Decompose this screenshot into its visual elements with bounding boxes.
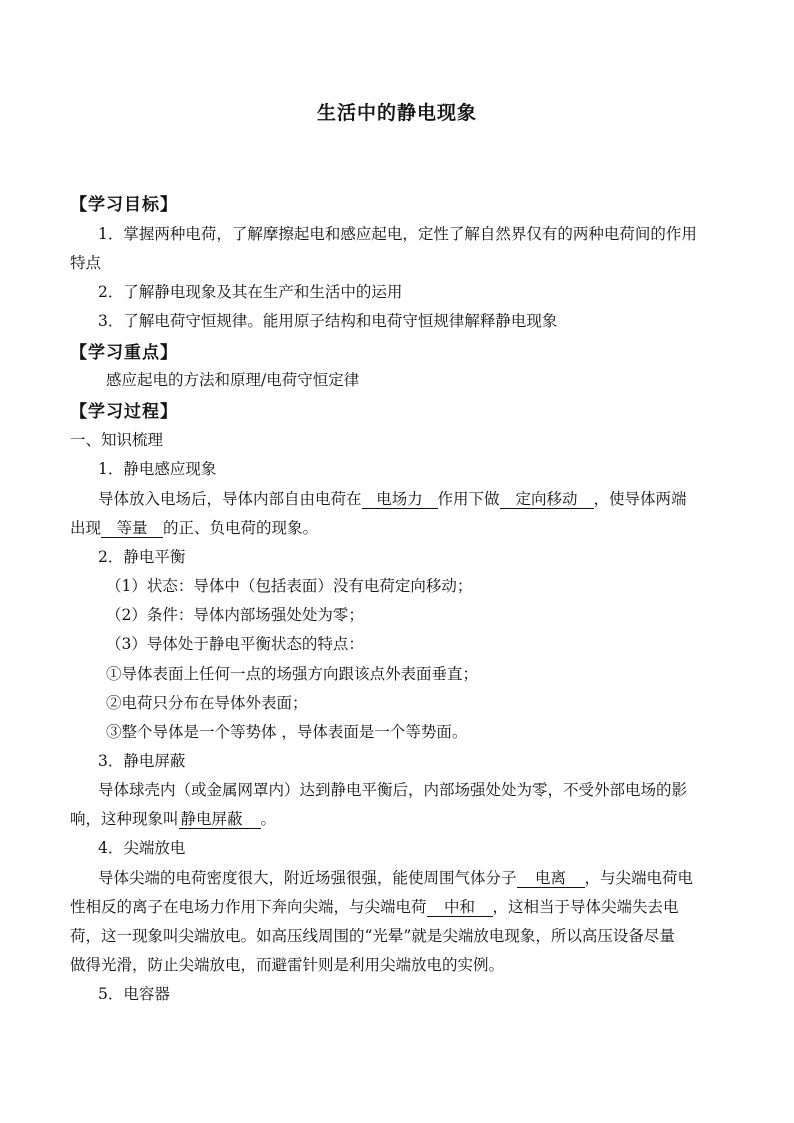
section-2-point-3: ③整个导体是一个等势体 ，导体表面是一个等势面。 bbox=[106, 723, 468, 741]
section-2-item-1: （1）状态：导体中（包括表面）没有电荷定向移动； bbox=[106, 577, 473, 595]
section-2-item-3: （3）导体处于静电平衡状态的特点： bbox=[106, 635, 364, 653]
answer-blank: 电场力 bbox=[362, 491, 438, 509]
answer-blank: 电离 bbox=[517, 870, 585, 888]
section-1-line-1 bbox=[98, 487, 687, 509]
section-3-title: 3．静电屏蔽 bbox=[98, 752, 186, 770]
section-2-point-1: ①导体表面上任何一点的场强方向跟该点外表面垂直； bbox=[106, 665, 479, 683]
text-segment: 作用下做 bbox=[437, 490, 500, 508]
section-4-line-4: 做得光滑，防止尖端放电，而避雷针则是利用尖端放电的实例。 bbox=[70, 956, 505, 974]
part-1-title: 一、知识梳理 bbox=[70, 431, 164, 449]
section-4-line-3: 荷，这一现象叫尖端放电。如高压线周围的“光晕”就是尖端放电现象，所以高压设备尽量 bbox=[70, 927, 675, 945]
process-heading: 【学习过程】 bbox=[70, 402, 178, 422]
text-segment: 导体放入电场后，导体内部自由电荷在 bbox=[98, 490, 362, 508]
answer-blank: 等量 bbox=[101, 520, 163, 538]
section-2-item-2: （2）条件：导体内部场强处处为零； bbox=[106, 606, 364, 624]
section-1-line-2 bbox=[70, 516, 318, 538]
key-points-heading: 【学习重点】 bbox=[70, 343, 178, 363]
section-4-line-1 bbox=[98, 866, 693, 888]
section-4-line-2 bbox=[70, 895, 679, 917]
goals-heading: 【学习目标】 bbox=[70, 195, 178, 215]
answer-blank: 定向移动 bbox=[500, 491, 594, 509]
goal-2: 2．了解静电现象及其在生产和生活中的运用 bbox=[98, 283, 403, 301]
section-4-title: 4．尖端放电 bbox=[98, 839, 186, 857]
text-segment: ，使导体两端 bbox=[593, 490, 687, 508]
text-segment: ，这相当于导体尖端失去电 bbox=[492, 898, 679, 916]
text-segment: 出现 bbox=[70, 519, 102, 537]
section-2-point-2: ②电荷只分布在导体外表面； bbox=[106, 694, 308, 712]
section-3-line-2 bbox=[70, 807, 276, 829]
goal-3: 3．了解电荷守恒规律。能用原子结构和电荷守恒规律解释静电现象 bbox=[98, 312, 558, 330]
key-points-text: 感应起电的方法和原理/电荷守恒定律 bbox=[106, 371, 360, 389]
section-2-title: 2．静电平衡 bbox=[98, 548, 186, 566]
text-segment: ，与尖端电荷电 bbox=[584, 869, 694, 887]
page-title: 生活中的静电现象 bbox=[316, 102, 477, 124]
text-segment: 响，这种现象叫 bbox=[70, 810, 179, 828]
text-segment: 的正、负电荷的现象。 bbox=[163, 519, 319, 537]
text-segment: 性相反的离子在电场力作用下奔向尖端，与尖端电荷 bbox=[70, 898, 427, 916]
text-segment: 导体尖端的电荷密度很大，附近场强很强，能使周围气体分子 bbox=[98, 869, 517, 887]
text-segment: 。 bbox=[260, 810, 277, 828]
section-1-title: 1．静电感应现象 bbox=[98, 460, 217, 478]
section-5-title: 5．电容器 bbox=[98, 985, 170, 1003]
answer-blank: 中和 bbox=[427, 899, 493, 917]
section-3-line-1: 导体球壳内（或金属网罩内）达到静电平衡后，内部场强处处为零，不受外部电场的影 bbox=[98, 781, 688, 799]
goal-1-line-2: 特点 bbox=[70, 254, 102, 272]
goal-1-line-1: 1．掌握两种电荷，了解摩擦起电和感应起电，定性了解自然界仅有的两种电荷间的作用 bbox=[98, 225, 697, 243]
answer-blank: 静电屏蔽 bbox=[179, 811, 261, 829]
